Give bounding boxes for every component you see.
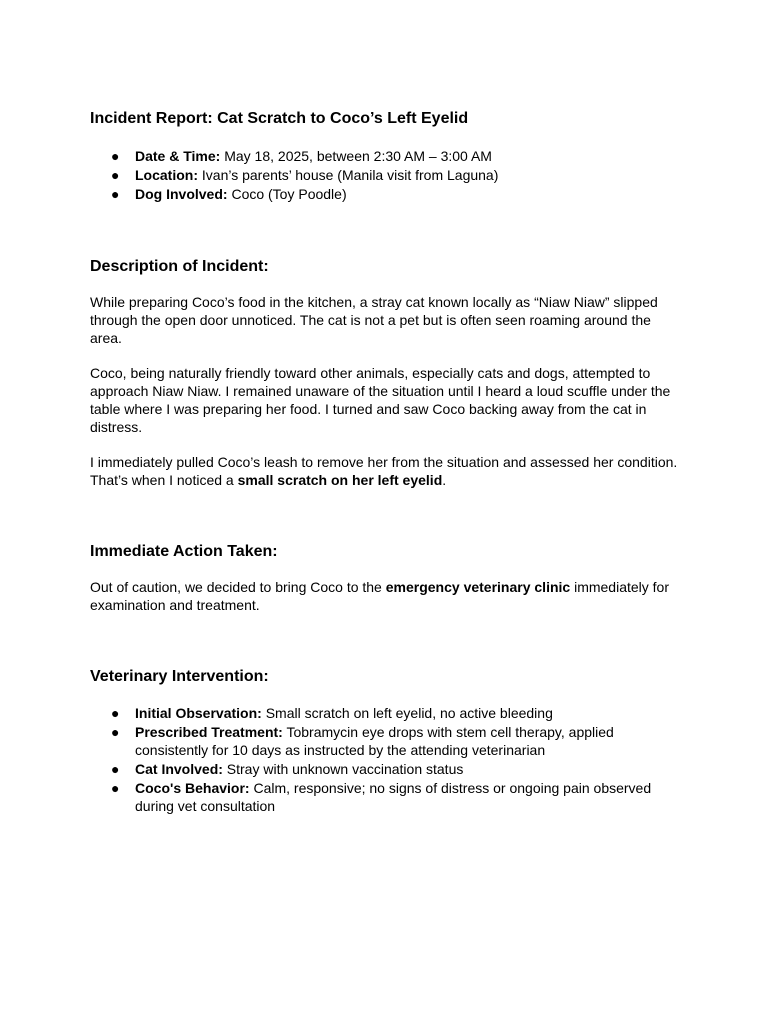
emphasis-text: small scratch on her left eyelid [237, 472, 443, 488]
bullet-icon: ● [111, 148, 120, 164]
paragraph-text: I immediately pulled Coco’s leash to remove her from the situation and assessed her condition. That’s when I noticed a [90, 454, 678, 488]
description-paragraph-3 [90, 453, 680, 489]
item-label: Date & Time: [135, 148, 221, 164]
list-item-date-time [90, 147, 680, 165]
item-label: Cat Involved: [135, 761, 223, 777]
list-item-coco-behavior [90, 779, 680, 815]
section-heading-description: Description of Incident: [90, 258, 269, 275]
paragraph-text: immediately for examination and treatment. [90, 579, 669, 613]
bullet-icon: ● [111, 186, 120, 202]
bullet-icon: ● [111, 705, 120, 721]
item-label: Location: [135, 167, 198, 183]
section-heading-action: Immediate Action Taken: [90, 543, 278, 560]
action-paragraph [90, 578, 680, 614]
description-paragraph-2: Coco, being naturally friendly toward other animals, especially cats and dogs, attempted to approach Niaw Niaw. I remained unaware of the situation until I heard a loud scuffle under the table where I was preparing her food. I turned and saw Coco backing away from the cat in distress. [90, 365, 671, 435]
veterinary-list [90, 704, 680, 815]
list-item-cat-involved [90, 760, 680, 778]
item-value: May 18, 2025, between 2:30 AM – 3:00 AM [220, 148, 492, 164]
document-title: Incident Report: Cat Scratch to Coco’s Left Eyelid [90, 110, 469, 127]
item-label: Initial Observation: [135, 705, 262, 721]
item-label: Prescribed Treatment: [135, 724, 283, 740]
list-item-initial-observation [90, 704, 680, 722]
description-paragraph-1: While preparing Coco’s food in the kitchen, a stray cat known locally as “Niaw Niaw” slipped through the open door unnoticed. The cat is not a pet but is often seen roaming around the area. [90, 294, 658, 346]
list-item-dog-involved [90, 185, 680, 203]
item-label: Dog Involved: [135, 186, 228, 202]
item-value: Small scratch on left eyelid, no active bleeding [261, 705, 553, 721]
bullet-icon: ● [111, 167, 120, 183]
bullet-icon: ● [111, 724, 120, 740]
paragraph-text: Out of caution, we decided to bring Coco to the [90, 579, 386, 595]
item-value: Stray with unknown vaccination status [222, 761, 464, 777]
list-item-prescribed-treatment [90, 723, 680, 759]
bullet-icon: ● [111, 761, 120, 777]
bullet-icon: ● [111, 780, 120, 796]
item-value: Tobramycin eye drops with stem cell therapy, applied consistently for 10 days as instructed by the attending veterinarian [135, 724, 614, 758]
document-page [90, 108, 680, 816]
incident-summary-list [90, 147, 680, 203]
list-item-location [90, 166, 680, 184]
section-heading-veterinary: Veterinary Intervention: [90, 668, 269, 685]
item-value: Calm, responsive; no signs of distress or ongoing pain observed during vet consultation [135, 780, 652, 814]
item-value: Ivan’s parents’ house (Manila visit from Laguna) [198, 167, 499, 183]
item-label: Coco's Behavior: [135, 780, 250, 796]
paragraph-text: . [442, 472, 447, 488]
emphasis-text: emergency veterinary clinic [385, 579, 571, 595]
item-value: Coco (Toy Poodle) [227, 186, 347, 202]
